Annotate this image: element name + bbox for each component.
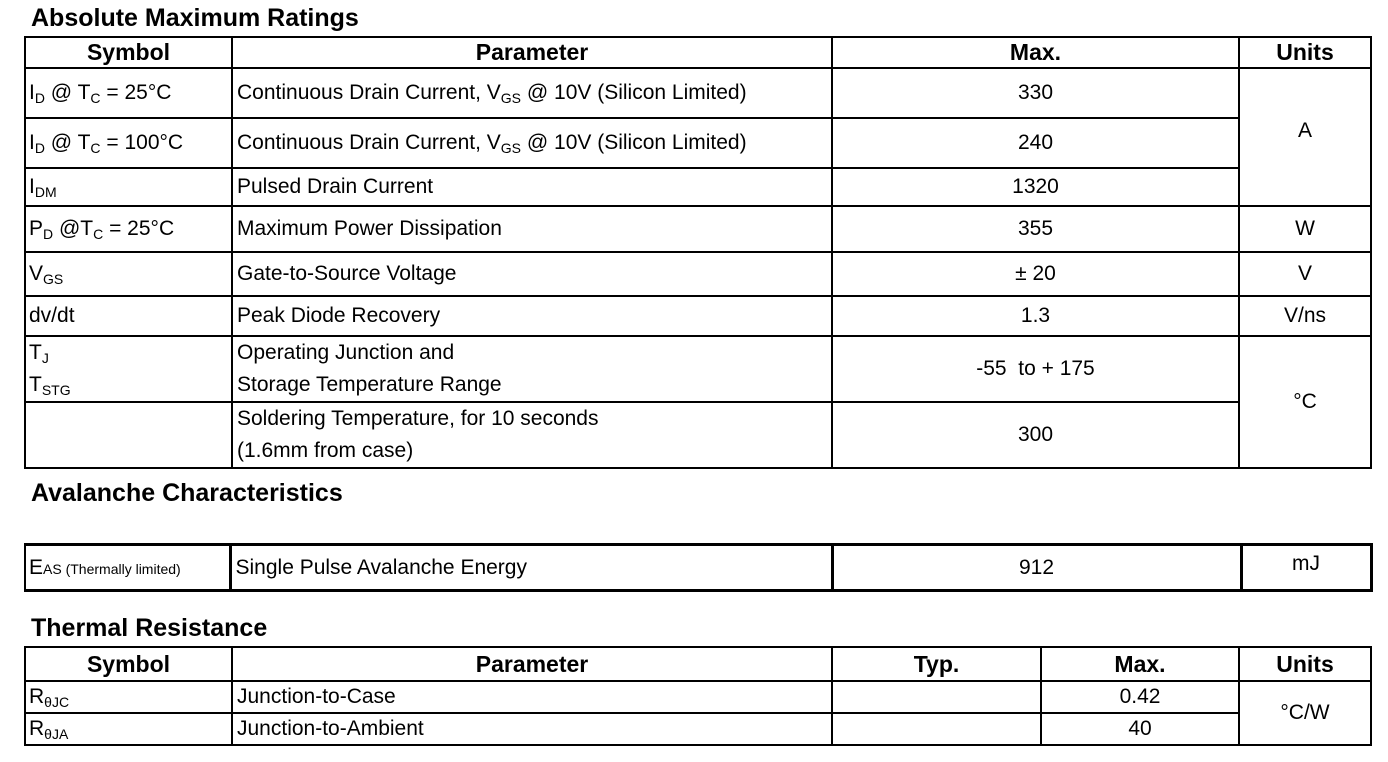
header-symbol: Symbol	[25, 647, 232, 681]
symbol-cell: EAS (Thermally limited)	[25, 545, 230, 591]
header-max: Max.	[832, 37, 1239, 68]
symbol-cell: $P_D$ $@T_C = 25^\circ C$	[25, 206, 232, 252]
header-parameter: Parameter	[232, 647, 832, 681]
table-row	[25, 336, 1371, 402]
parameter-cell: Maximum Power Dissipation	[232, 206, 832, 252]
max-cell: ± 20	[832, 252, 1239, 296]
max-cell: 300	[832, 402, 1239, 468]
symbol-cell: $I_{DM}$	[25, 168, 232, 206]
symbol-cell: $I_D$ @ $T_C = 100^\circ C$	[25, 118, 232, 168]
thermal-resistance-table	[24, 646, 1372, 746]
units-cell: mJ	[1241, 545, 1371, 591]
units-cell: W	[1239, 206, 1371, 252]
max-cell: 912	[832, 545, 1241, 591]
table-row	[25, 118, 1371, 168]
typ-cell	[832, 713, 1041, 745]
symbol-cell: $R_{\theta JA}$	[25, 713, 232, 745]
amr-title: Absolute Maximum Ratings	[31, 4, 359, 32]
parameter-cell: Continuous Drain Current, $V_{GS}$ @ 10V (Silicon Limited)	[232, 118, 832, 168]
table-row	[25, 713, 1371, 745]
avalanche-table	[24, 543, 1373, 592]
units-cell: °C	[1239, 336, 1371, 468]
max-cell: 40	[1041, 713, 1239, 745]
symbol-cell: dv/dt	[25, 296, 232, 336]
table-row	[25, 68, 1371, 118]
parameter-cell: Operating Junction and Storage Temperature Range	[232, 336, 832, 402]
table-row	[25, 402, 1371, 468]
max-cell: 330	[832, 68, 1239, 118]
units-cell: V	[1239, 252, 1371, 296]
table-row	[25, 296, 1371, 336]
parameter-cell: Pulsed Drain Current	[232, 168, 832, 206]
header-units: Units	[1239, 37, 1371, 68]
units-cell: V/ns	[1239, 296, 1371, 336]
max-cell: -55 to + 175	[832, 336, 1239, 402]
absolute-max-ratings-table	[24, 36, 1372, 469]
table-row	[25, 681, 1371, 713]
max-cell: 355	[832, 206, 1239, 252]
table-row	[25, 252, 1371, 296]
header-units: Units	[1239, 647, 1371, 681]
header-max: Max.	[1041, 647, 1239, 681]
header-symbol: Symbol	[25, 37, 232, 68]
parameter-cell: Junction-to-Ambient	[232, 713, 832, 745]
header-parameter: Parameter	[232, 37, 832, 68]
table-row	[25, 168, 1371, 206]
symbol-cell: $V_{GS}$	[25, 252, 232, 296]
header-typ: Typ.	[832, 647, 1041, 681]
parameter-cell: Single Pulse Avalanche Energy	[230, 545, 832, 591]
table-header-row	[25, 37, 1371, 68]
parameter-cell: Peak Diode Recovery	[232, 296, 832, 336]
symbol-cell: $R_{\theta JC}$	[25, 681, 232, 713]
thermal-title: Thermal Resistance	[31, 614, 268, 642]
symbol-cell: $I_D$ @ $T_C = 25^\circ C$	[25, 68, 232, 118]
units-cell: °C/W	[1239, 681, 1371, 745]
max-cell: 1.3	[832, 296, 1239, 336]
parameter-cell: Gate-to-Source Voltage	[232, 252, 832, 296]
units-cell: A	[1239, 68, 1371, 206]
table-row	[25, 206, 1371, 252]
max-cell: 1320	[832, 168, 1239, 206]
max-cell: 240	[832, 118, 1239, 168]
symbol-cell	[25, 402, 232, 468]
typ-cell	[832, 681, 1041, 713]
parameter-cell: Continuous Drain Current, $V_{GS}$ @ 10V (Silicon Limited)	[232, 68, 832, 118]
table-header-row	[25, 647, 1371, 681]
avalanche-title: Avalanche Characteristics	[31, 479, 343, 507]
symbol-cell: $T_J$ $T_{STG}$	[25, 336, 232, 402]
parameter-cell: Junction-to-Case	[232, 681, 832, 713]
parameter-cell: Soldering Temperature, for 10 seconds (1.6mm from case)	[232, 402, 832, 468]
max-cell: 0.42	[1041, 681, 1239, 713]
table-row	[25, 545, 1371, 591]
